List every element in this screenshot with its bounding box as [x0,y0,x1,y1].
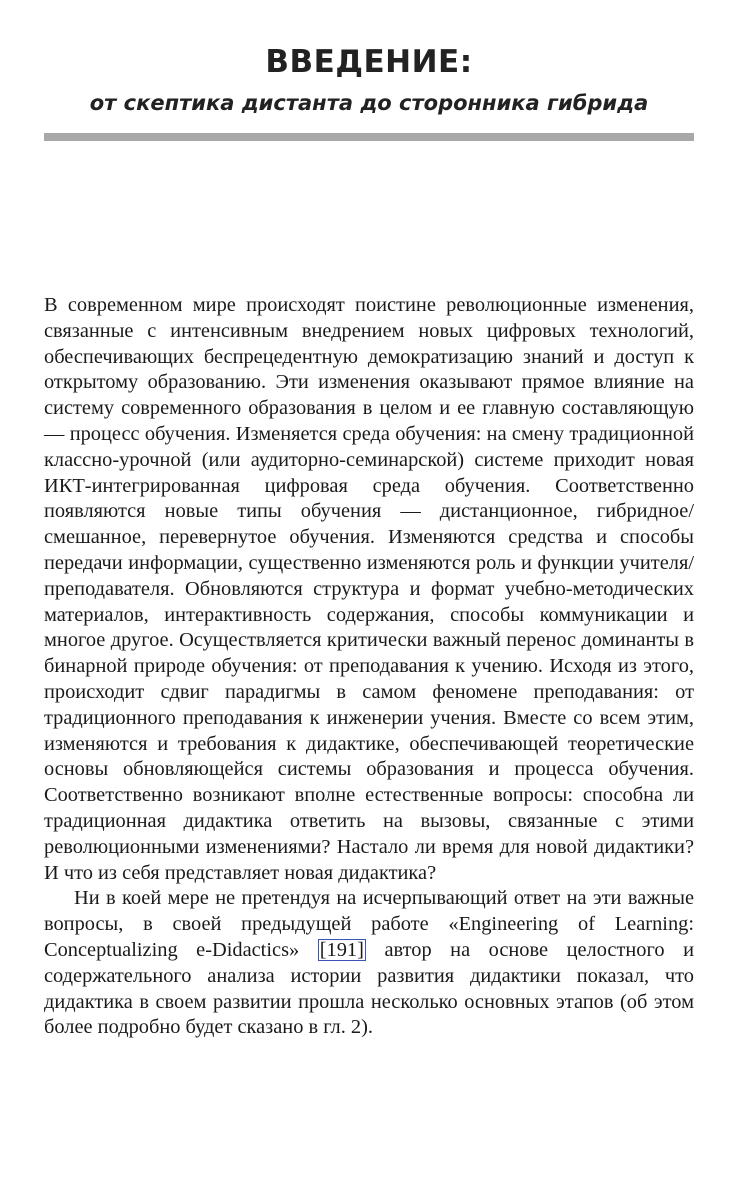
citation-link[interactable]: [191] [319,938,364,961]
body-text [44,293,694,1041]
paragraph-2-text-after: автор на основе целостного и содержательного анализа истории развития дидактики показал, что дидактика в своем развитии прошла несколько основных этапов (об этом более подробно будет сказано в гл. 2). [44,938,694,1039]
paragraph-2 [44,886,694,1041]
paragraph-1: В современном мире происходят поистине революционные изменения, связанные с интенсивным внедрением новых цифровых технологий, обеспечивающих беспрецедентную демократизацию знаний и доступ к открытому образованию. Эти изменения оказывают прямое влияние на систему современного образования в целом и ее главную составляющую — процесс обучения. Изменяется среда обучения: на смену традиционной классно-урочной (или аудиторно-семинарской) системе приходит новая ИКТ-интегрированная цифровая среда обучения. Соответственно появляются новые типы обучения — дистанционное, гибридное/смешанное, перевернутое обучения. Изменяются средства и способы передачи информации, существенно изменяются роль и функции учителя/преподавателя. Обновляются структура и формат учебно-методических материалов, интерактивность содержания, способы коммуникации и многое другое. Осуществляется критически важный перенос доминанты в бинарной природе обучения: от преподавания к учению. Исходя из этого, происходит сдвиг парадигмы в самом феномене преподавания: от традиционного преподавания к инженерии учения. Вместе со всем этим, изменяются и требования к дидактике, обеспечивающей теоретические основы обновляющейся системы образования и процесса обучения. Соответственно возникают вполне естественные вопросы: способна ли традиционная дидактика ответить на вызовы, связанные с этими революционными изменениями? Настало ли время для новой дидактики? И что из себя представляет новая дидактика? [44,294,694,884]
paragraph-2-text-before: Ни в коей мере не претендуя на исчерпывающий ответ на эти важные вопросы, в своей предыдущей работе «Engineering of Learning: Conceptualizing e-Didactics» [44,887,694,961]
chapter-title: ВВЕДЕНИЕ: [265,44,473,80]
chapter-subtitle: от скептика дистанта до сторонника гибрида [89,91,649,115]
title-divider-rule [44,133,694,141]
